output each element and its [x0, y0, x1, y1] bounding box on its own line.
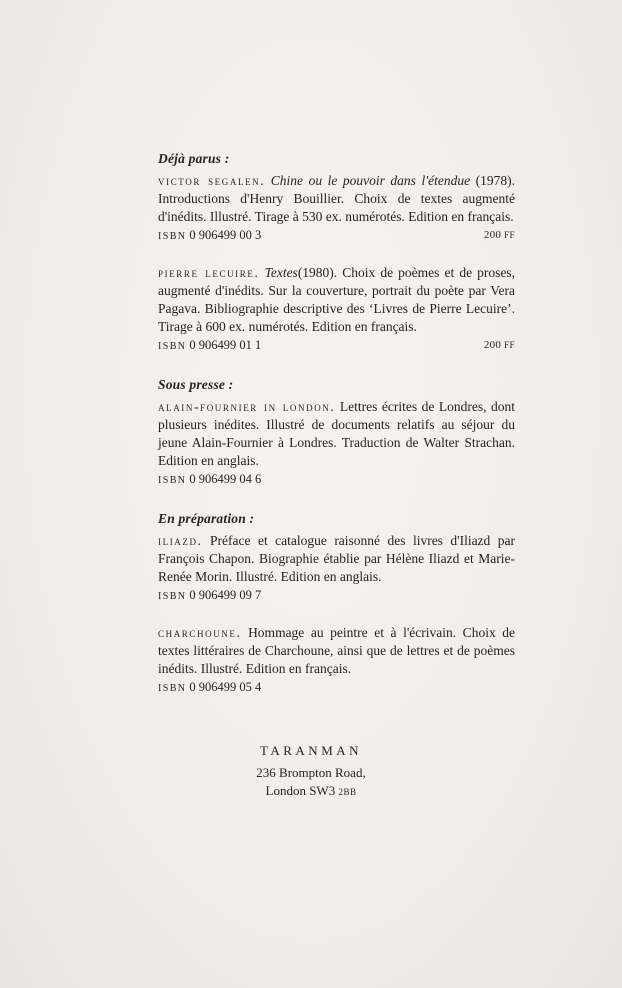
entry-text	[158, 532, 515, 586]
entry-segalen	[158, 172, 515, 246]
price-value: 200	[483, 229, 502, 241]
price-unit: FF	[503, 230, 515, 240]
entry-title: Chine ou le pouvoir dans l'étendue	[270, 173, 471, 188]
isbn-number: 0 906499 09 7	[189, 588, 262, 602]
isbn-line	[158, 226, 515, 246]
section-title-deja-parus: Déjà parus :	[158, 151, 230, 166]
isbn-label: ISBN	[158, 231, 187, 242]
entry-author: pierre lecuire.	[158, 265, 260, 280]
isbn	[158, 226, 261, 246]
price	[484, 226, 515, 246]
entry-text	[158, 398, 515, 470]
entry-alain-fournier	[158, 398, 515, 490]
entry-text	[158, 264, 515, 336]
section-title-sous-presse: Sous presse :	[158, 377, 234, 392]
entry-lecuire	[158, 264, 515, 356]
publisher-name: TARANMAN	[259, 743, 363, 758]
entry-charchoune	[158, 624, 515, 698]
publisher-address-line2-wrap	[0, 782, 622, 801]
entry-author: iliazd.	[158, 533, 203, 548]
entry-description: (1980). Choix de poèmes et de proses, augmenté d'inédits. Sur la couverture, portrait du poète par Vera Pagava. Bibliographie descriptive des ‘Livres de Pierre Lecuire’. Tirage à 600 ex. numérotés. Edition en français.	[158, 265, 516, 334]
isbn-line	[158, 336, 515, 356]
isbn-number: 0 906499 00 3	[189, 228, 262, 242]
entry-description: Lettres écrites de Londres, dont plusieurs inédites. Illustré de documents relatifs au séjour du jeune Alain-Fournier à Londres. Traduction de Walter Strachan. Edition en anglais.	[158, 399, 515, 468]
isbn-label: ISBN	[158, 475, 187, 486]
isbn-number: 0 906499 04 6	[189, 472, 262, 486]
publisher-postcode: 2BB	[338, 787, 357, 797]
isbn	[158, 678, 261, 698]
entry-text	[158, 172, 515, 226]
price-unit: FF	[503, 340, 515, 350]
isbn-line	[158, 586, 515, 606]
entry-text	[158, 624, 515, 678]
isbn-label: ISBN	[158, 341, 187, 352]
entry-author: victor segalen.	[158, 173, 266, 188]
isbn-line	[158, 470, 515, 490]
entry-author: charchoune.	[158, 625, 242, 640]
entry-author: alain-fournier in london.	[158, 399, 336, 414]
isbn	[158, 336, 261, 356]
isbn-label: ISBN	[158, 683, 187, 694]
isbn	[158, 586, 261, 606]
price	[484, 336, 515, 356]
entry-title: Textes	[264, 265, 298, 280]
publisher-imprint	[0, 742, 622, 801]
isbn-line	[158, 678, 515, 698]
publisher-address-line1: 236 Brompton Road,	[256, 765, 366, 780]
isbn-number: 0 906499 01 1	[189, 338, 262, 352]
isbn	[158, 470, 261, 490]
publisher-address-line2: London SW3	[265, 783, 336, 798]
section-title-en-preparation: En préparation :	[158, 511, 255, 526]
isbn-number: 0 906499 05 4	[189, 680, 262, 694]
entry-description: (1978). Introductions d'Henry Bouillier. Choix de textes augmenté d'inédits. Illustré. Tirage à 530 ex. numérotés. Edition en français.	[158, 173, 516, 224]
entry-description: Préface et catalogue raisonné des livres d'Iliazd par François Chapon. Biographie établie par Hélène Iliazd et Marie-Renée Morin. Illustré. Edition en anglais.	[158, 533, 515, 584]
catalogue-content	[158, 150, 515, 698]
entry-description: Hommage au peintre et à l'écrivain. Choix de textes littéraires de Charchoune, ainsi que de lettres et de poèmes inédits. Illustré. Edition en français.	[158, 625, 515, 676]
isbn-label: ISBN	[158, 591, 187, 602]
price-value: 200	[483, 339, 502, 351]
entry-iliazd	[158, 532, 515, 606]
